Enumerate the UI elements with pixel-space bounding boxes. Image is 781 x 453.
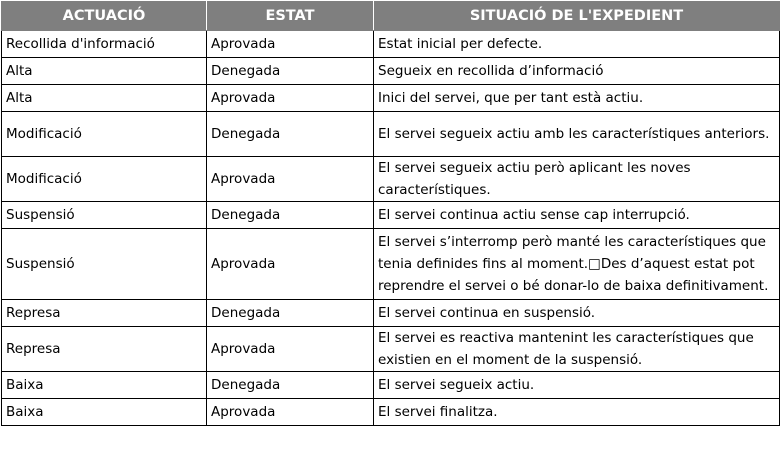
cell-situacio: Estat inicial per defecte.: [374, 31, 780, 58]
cell-actuacio: Modificació: [2, 157, 207, 202]
cell-estat: Aprovada: [207, 85, 374, 112]
cell-situacio: Inici del servei, que per tant està actiu.: [374, 85, 780, 112]
table-row: [2, 372, 780, 399]
table-row: [2, 157, 780, 202]
table-row: [2, 85, 780, 112]
cell-actuacio: Suspensió: [2, 202, 207, 229]
cell-estat: Aprovada: [207, 157, 374, 202]
cell-situacio: El servei s’interromp però manté les característiques que tenia definides fins al moment.□Des d’aquest estat pot reprendre el servei o bé donar-lo de baixa definitivament.: [374, 229, 780, 300]
header-situacio: SITUACIÓ DE L'EXPEDIENT: [374, 2, 780, 31]
cell-situacio: El servei continua actiu sense cap interrupció.: [374, 202, 780, 229]
cell-situacio: El servei segueix actiu però aplicant les noves característiques.: [374, 157, 780, 202]
cell-situacio: El servei finalitza.: [374, 399, 780, 426]
cell-actuacio: Alta: [2, 58, 207, 85]
table-row: [2, 31, 780, 58]
cell-actuacio: Alta: [2, 85, 207, 112]
header-estat: ESTAT: [207, 2, 374, 31]
cell-estat: Denegada: [207, 372, 374, 399]
table-row: [2, 399, 780, 426]
cell-situacio: El servei es reactiva mantenint les característiques que existien en el moment de la suspensió.: [374, 327, 780, 372]
cell-situacio: El servei continua en suspensió.: [374, 300, 780, 327]
cell-estat: Aprovada: [207, 229, 374, 300]
table-row: [2, 112, 780, 157]
cell-situacio: El servei segueix actiu amb les característiques anteriors.: [374, 112, 780, 157]
cell-estat: Aprovada: [207, 399, 374, 426]
table-row: [2, 58, 780, 85]
header-row: [2, 2, 780, 31]
table-row: [2, 327, 780, 372]
table-row: [2, 202, 780, 229]
cell-estat: Aprovada: [207, 327, 374, 372]
cell-estat: Denegada: [207, 58, 374, 85]
cell-actuacio: Suspensió: [2, 229, 207, 300]
cell-actuacio: Modificació: [2, 112, 207, 157]
cell-actuacio: Represa: [2, 300, 207, 327]
cell-estat: Denegada: [207, 202, 374, 229]
cell-actuacio: Recollida d'informació: [2, 31, 207, 58]
cell-estat: Denegada: [207, 112, 374, 157]
cell-estat: Denegada: [207, 300, 374, 327]
cell-situacio: El servei segueix actiu.: [374, 372, 780, 399]
cell-actuacio: Baixa: [2, 372, 207, 399]
table-row: [2, 229, 780, 300]
cell-estat: Aprovada: [207, 31, 374, 58]
cell-situacio: Segueix en recollida d’informació: [374, 58, 780, 85]
cell-actuacio: Represa: [2, 327, 207, 372]
table-row: [2, 300, 780, 327]
expedient-states-table: [1, 1, 780, 426]
header-actuacio: ACTUACIÓ: [2, 2, 207, 31]
cell-actuacio: Baixa: [2, 399, 207, 426]
